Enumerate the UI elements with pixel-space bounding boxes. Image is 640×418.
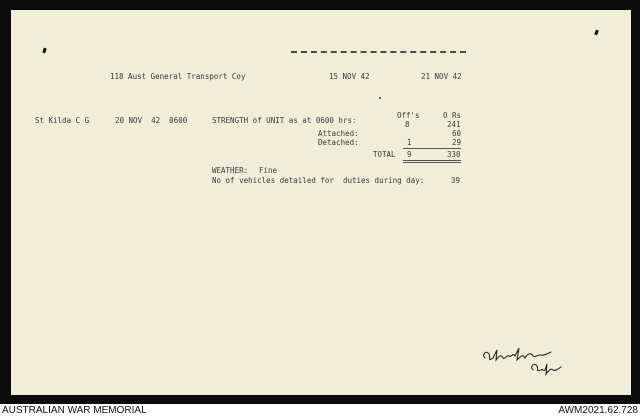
total-label: TOTAL bbox=[373, 150, 396, 159]
vehicles-label: No of vehicles detailed for duties during day: bbox=[212, 176, 425, 185]
header-rule bbox=[291, 51, 466, 53]
entry-date: 20 NOV 42 0600 bbox=[115, 116, 188, 125]
total-rule bbox=[403, 162, 461, 163]
unit-name: 118 Aust General Transport Coy bbox=[110, 72, 246, 81]
entry-place: St Kilda C G bbox=[35, 116, 90, 125]
archive-footer bbox=[0, 404, 640, 418]
detached-or: 29 bbox=[452, 138, 462, 147]
total-offrs: 9 bbox=[407, 150, 412, 159]
attached-label: Attached: bbox=[318, 129, 359, 138]
punch-mark bbox=[42, 48, 47, 54]
or-value: 241 bbox=[447, 120, 461, 129]
detached-offrs: 1 bbox=[407, 138, 412, 147]
column-or: O Rs bbox=[443, 111, 462, 120]
offrs-value: 8 bbox=[405, 120, 410, 129]
attached-value: 60 bbox=[452, 129, 462, 138]
vehicles-value: 39 bbox=[451, 176, 461, 185]
date-to: 21 NOV 42 bbox=[421, 72, 462, 81]
handwritten-signature bbox=[477, 340, 567, 380]
archive-name: AUSTRALIAN WAR MEMORIAL bbox=[2, 405, 147, 416]
date-from: 15 NOV 42 bbox=[329, 72, 370, 81]
archive-reference: AWM2021.62.728 bbox=[558, 405, 638, 416]
total-rule bbox=[403, 160, 461, 161]
ink-dot bbox=[379, 97, 381, 99]
sum-rule bbox=[403, 148, 461, 149]
total-or: 330 bbox=[447, 150, 461, 159]
punch-mark bbox=[594, 30, 599, 36]
column-offrs: Off's bbox=[397, 111, 420, 120]
weather-label: WEATHER: bbox=[212, 166, 249, 175]
detached-label: Detached: bbox=[318, 138, 359, 147]
strength-label: STRENGTH of UNIT as at 0600 hrs: bbox=[212, 116, 357, 125]
weather-value: Fine bbox=[259, 166, 278, 175]
war-diary-page bbox=[11, 10, 631, 395]
